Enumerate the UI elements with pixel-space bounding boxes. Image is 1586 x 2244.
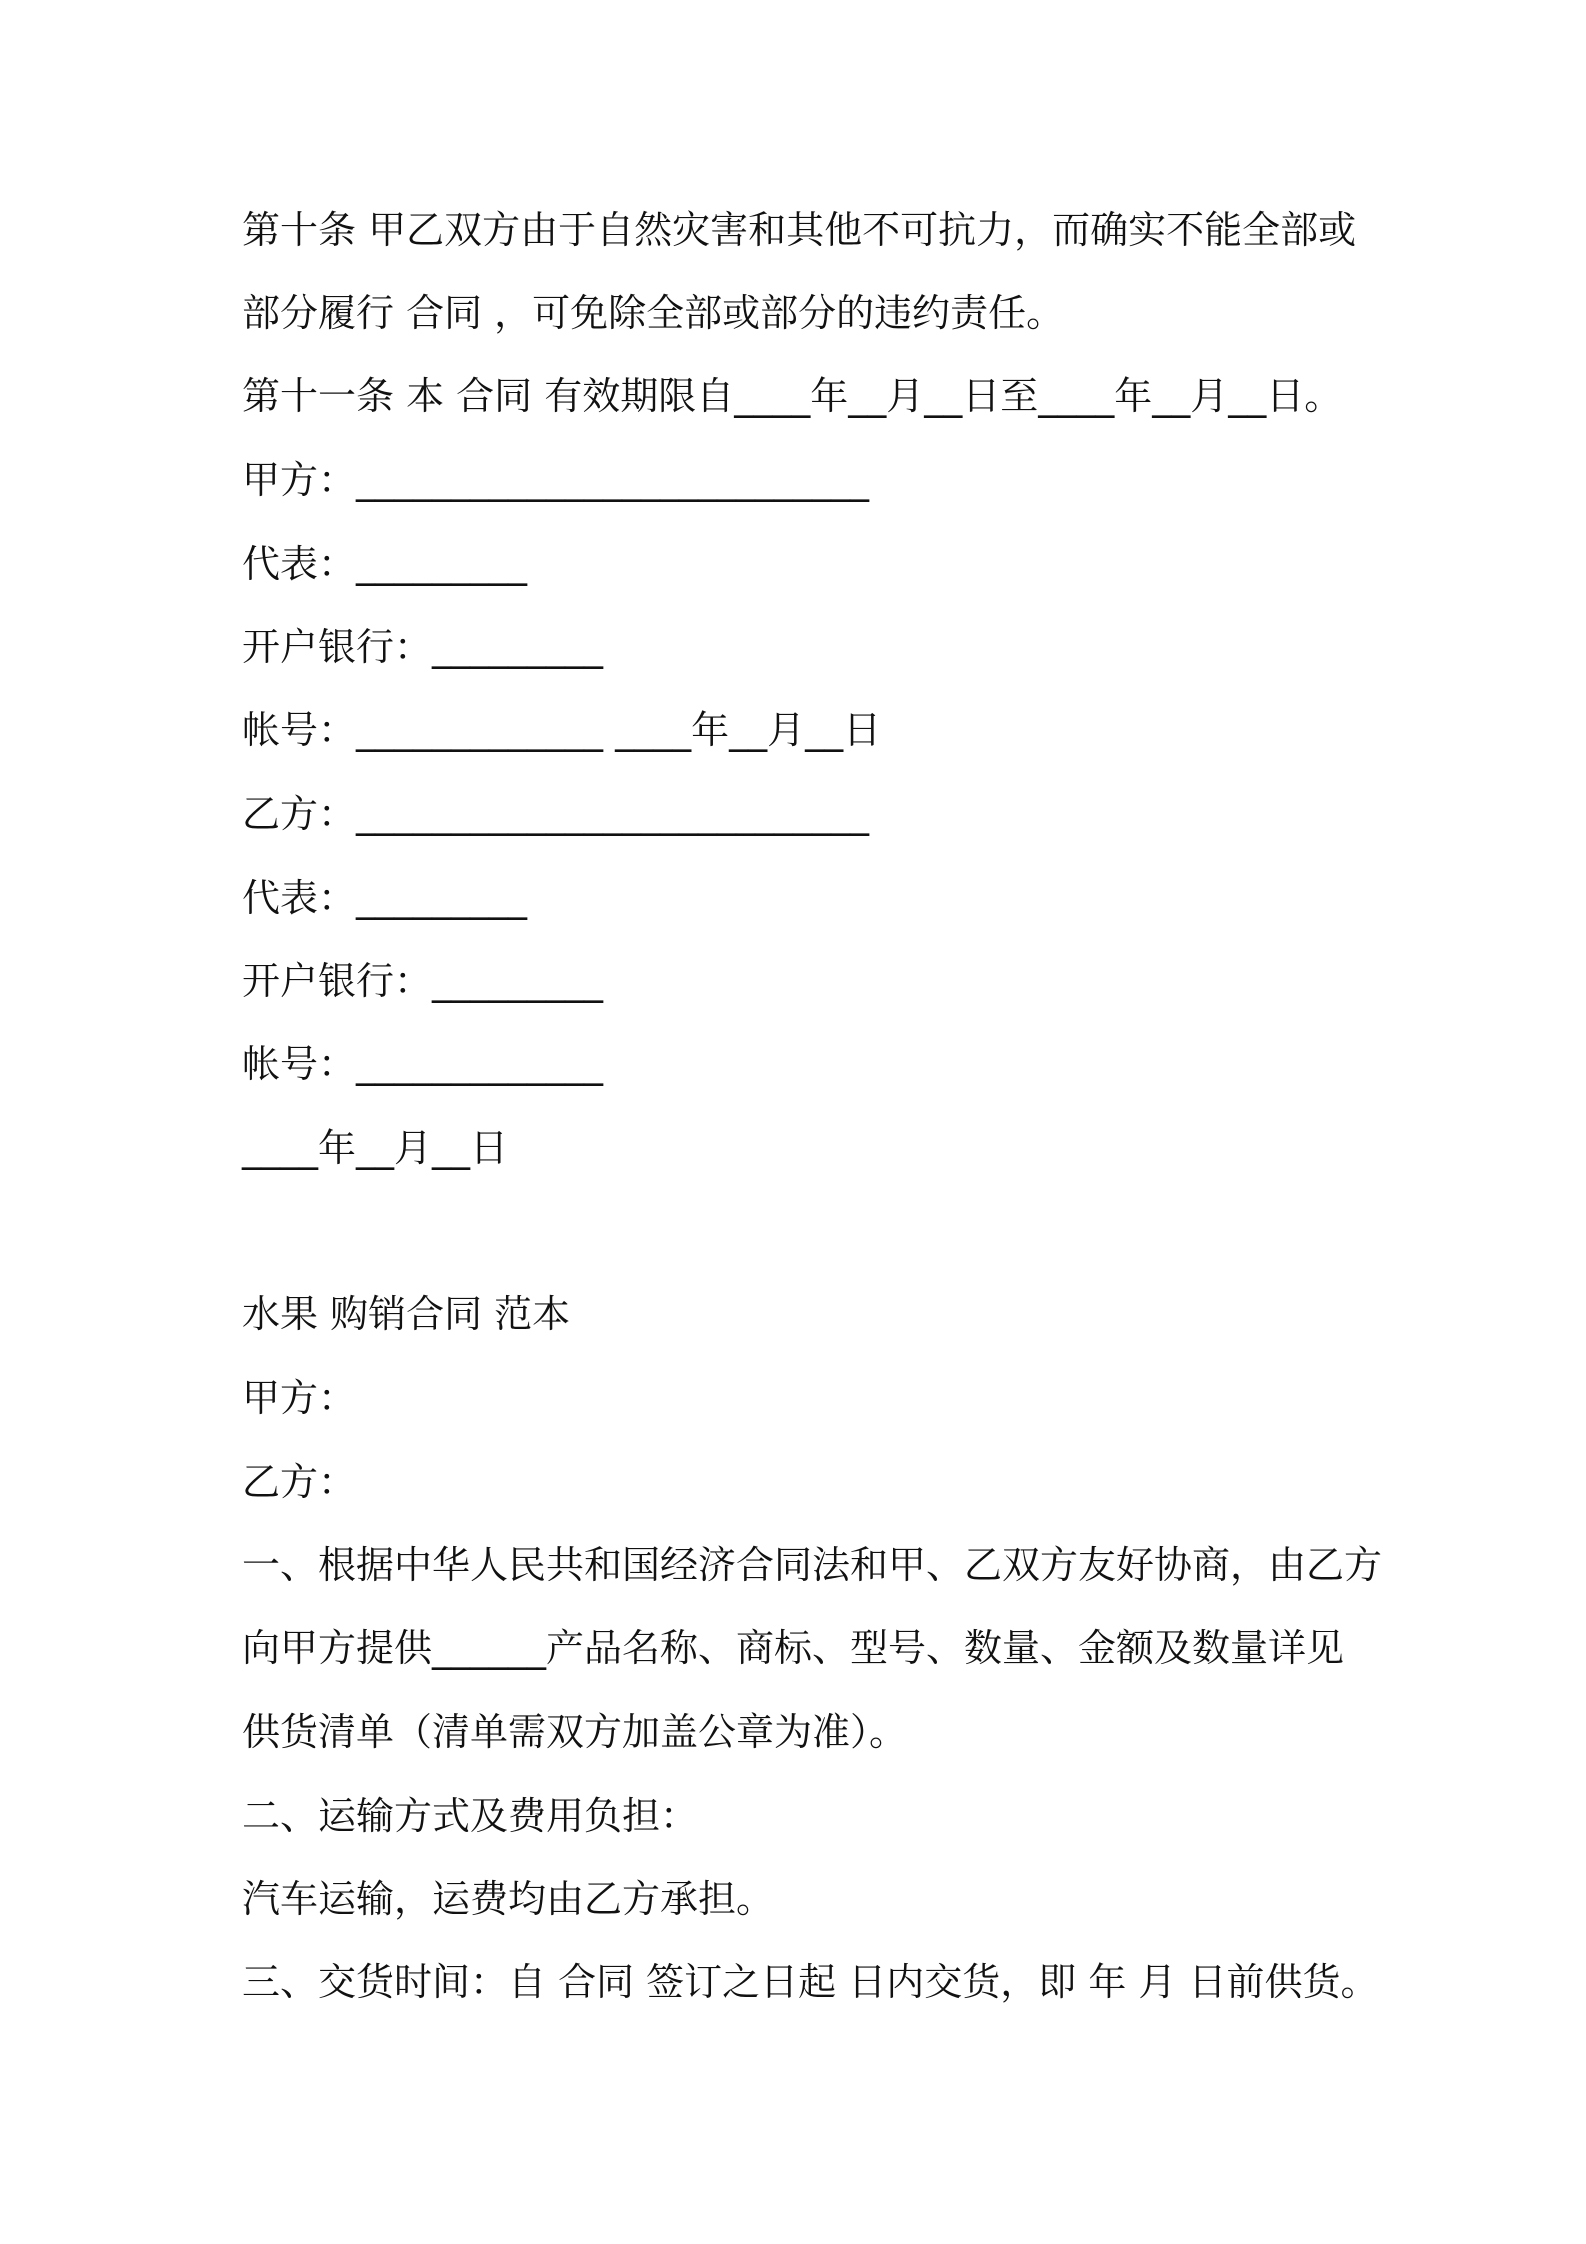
party-b-bank-field: 开户银行：_________ (242, 959, 604, 1003)
article-10-line-2: 部分履行 合同 ，可免除全部或部分的违约责任。 (242, 291, 1065, 335)
clause-2-body: 汽车运输，运费均由乙方承担。 (242, 1877, 775, 1921)
section-title: 水果 购销合同 范本 (242, 1292, 571, 1336)
party-b-account-field: 帐号：_____________ (242, 1042, 604, 1086)
party-a-representative-field: 代表：_________ (242, 542, 528, 586)
party-a-bank-field: 开户银行：_________ (242, 625, 604, 669)
party-b-field: 乙方：___________________________ (242, 792, 870, 836)
article-10-line-1: 第十条 甲乙双方由于自然灾害和其他不可抗力，而确实不能全部或 (242, 208, 1357, 252)
party-a-label: 甲方： (242, 1376, 357, 1420)
clause-1-line-2: 向甲方提供______产品名称、商标、型号、数量、金额及数量详见 (242, 1626, 1345, 1670)
party-b-representative-field: 代表：_________ (242, 876, 528, 920)
party-b-label: 乙方： (242, 1460, 357, 1504)
party-a-field: 甲方：___________________________ (242, 458, 870, 502)
party-a-account-date-field: 帐号：_____________ ____年__月__日 (242, 708, 882, 752)
article-11-validity: 第十一条 本 合同 有效期限自____年__月__日至____年__月__日。 (242, 374, 1343, 418)
clause-3-delivery-time: 三、交货时间：自 合同 签订之日起 日内交货，即 年 月 日前供货。 (242, 1960, 1379, 2004)
clause-1-line-1: 一、根据中华人民共和国经济合同法和甲、乙双方友好协商，由乙方 (242, 1543, 1383, 1587)
signing-date-field: ____年__月__日 (242, 1126, 509, 1170)
clause-1-line-3: 供货清单（清单需双方加盖公章为准）。 (242, 1710, 908, 1754)
clause-2-heading: 二、运输方式及费用负担： (242, 1794, 699, 1838)
